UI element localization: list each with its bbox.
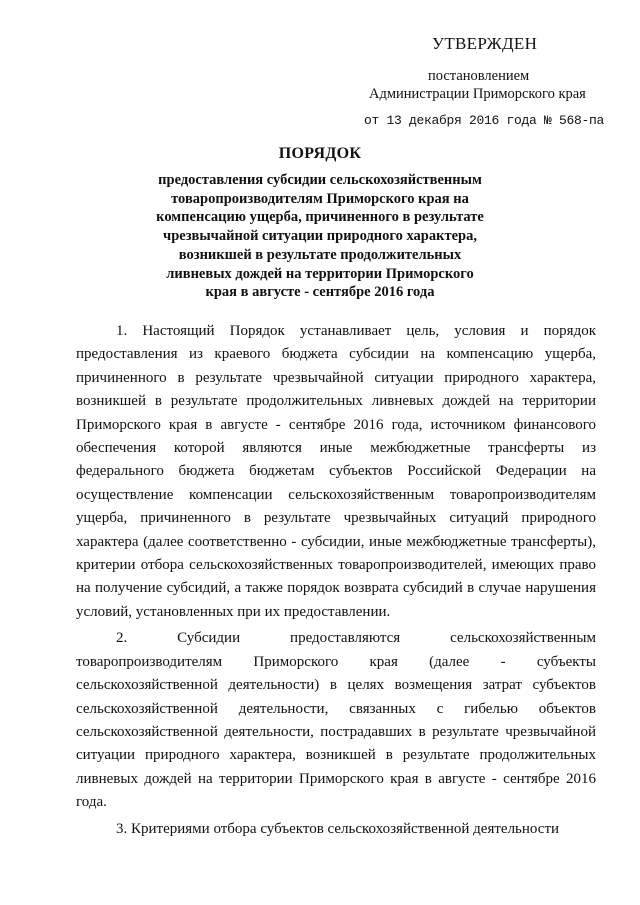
approved-by-decree: постановлением — [428, 68, 530, 84]
paragraph-2: 2. Субсидии предоставляются сельскохозяйственным товаропроизводителям Приморского края (далее - субъекты сельскохозяйственной деятельности) в целях возмещения затрат субъектов сельскохозяйственной деятельности, связанных с гибелью объектов сельскохозяйственной деятельности, пострадавших в результате чрезвычайной ситуации природного характера, возникшей в результате продолжительных ливневых дождей на территории Приморского края в августе - сентябре 2016 года. — [76, 630, 596, 811]
decree-reference: от 13 декабря 2016 года № 568-па — [364, 113, 605, 128]
paragraph-1: 1. Настоящий Порядок устанавливает цель, условия и порядок предоставления из краевого бюджета субсидии на компенсацию ущерба, причиненного в результате чрезвычайной ситуации природного характера, возникшей в результате продолжительных ливневых дождей на территории Приморского края в августе - сентябре 2016 года, источником финансового обеспечения которой являются иные межбюджетные трансферты из федерального бюджета бюджетам субъектов Российской Федерации на осуществление компенсации сельскохозяйственным товаропроизводителям ущерба, причиненного в результате чрезвычайных ситуаций природного характера (далее соответственно - субсидии, иные межбюджетные трансферты), критерии отбора сельскохозяйственных товаропроизводителей, имеющих право на получение субсидий, а также порядок возврата субсидий в случае нарушения условий, установленных при их предоставлении. — [76, 323, 596, 620]
paragraph-3: 3. Критериями отбора субъектов сельскохозяйственной деятельности — [116, 820, 560, 837]
document-subtitle: предоставления субсидии сельскохозяйственным товаропроизводителям Приморского края на компенсацию ущерба, причиненного в результате чрезвычайной ситуации природного характера, возникшей в результате продолжительных ливневых дождей на территории Приморского края в августе - сентябре 2016 года — [156, 172, 484, 301]
approving-authority: Администрации Приморского края — [369, 86, 586, 102]
document-title: ПОРЯДОК — [278, 145, 362, 162]
approved-heading: УТВЕРЖДЕН — [432, 34, 538, 53]
document-body — [76, 320, 596, 844]
